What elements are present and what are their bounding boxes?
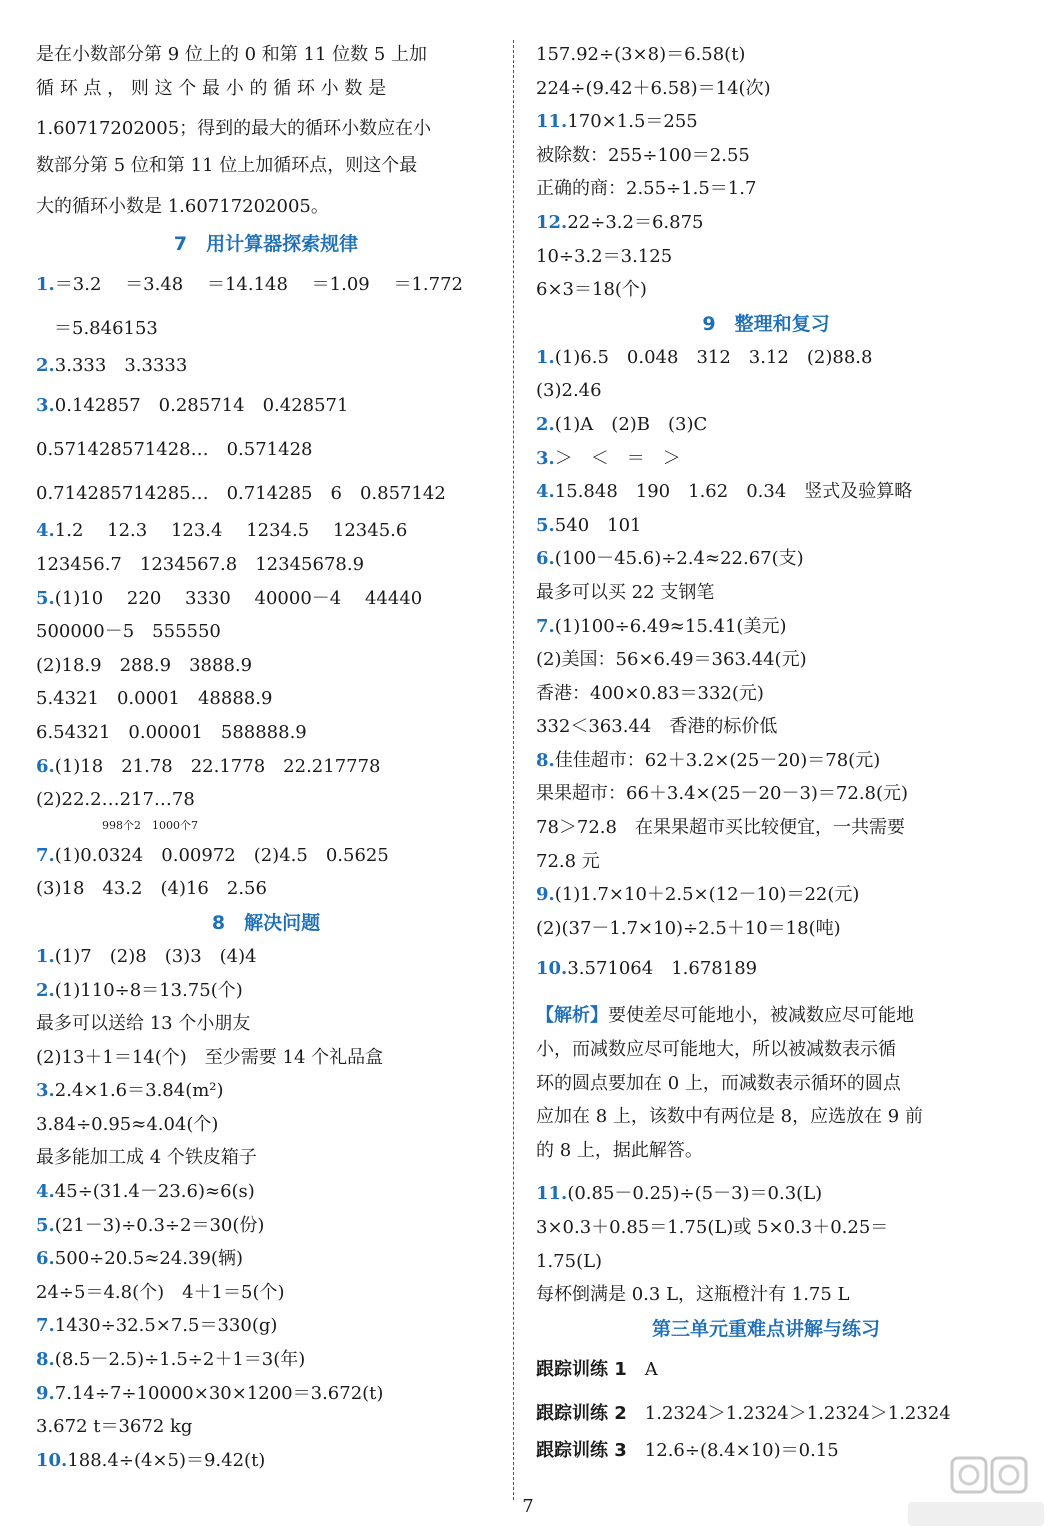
answer-item [36, 582, 496, 616]
item-number: 3. [36, 395, 55, 417]
line-text: 12.6÷(8.4×10)＝0.15 [644, 1439, 839, 1461]
line-text: 环的圆点要加在 0 上，而减数表示循环的圆点 [536, 1072, 901, 1094]
line-text: 188.4÷(4×5)＝9.42(t) [67, 1449, 266, 1471]
answer-item [536, 1346, 996, 1390]
answer-item [36, 940, 496, 974]
answer-line [36, 149, 496, 183]
answer-item [536, 999, 996, 1033]
answer-item [536, 1390, 996, 1434]
item-number: 5. [36, 587, 55, 609]
spacer [536, 1167, 996, 1177]
line-text: ＝5.846153 [36, 317, 158, 339]
line-text: 1430÷32.5×7.5＝330(g) [54, 1315, 278, 1337]
line-text: 应加在 8 上，该数中有两位是 8，应选放在 9 前 [536, 1106, 923, 1128]
item-number: 7. [36, 844, 55, 866]
item-number: 2. [36, 354, 55, 376]
item-number: 4. [536, 481, 555, 503]
item-number: 1. [36, 273, 55, 295]
answer-line [536, 72, 996, 106]
line-text: 45÷(31.4－23.6)≈6(s) [54, 1181, 255, 1203]
section-heading: 7 用计算器探索规律 [173, 232, 359, 255]
answer-line [536, 710, 996, 744]
answer-item [36, 974, 496, 1008]
answer-line [36, 1410, 496, 1444]
line-text: 123456.7 1234567.8 12345678.9 [36, 553, 365, 575]
item-number: 12. [536, 211, 568, 233]
line-text: 0.142857 0.285714 0.428571 [54, 395, 349, 417]
track-label: 跟踪训练 3 [536, 1439, 627, 1461]
answer-item [36, 1074, 496, 1108]
line-text: 5.4321 0.0001 48888.9 [36, 688, 273, 710]
right-column [536, 38, 996, 1467]
line-text: 500÷20.5≈24.39(辆) [54, 1248, 243, 1270]
line-text: (1)110÷8＝13.75(个) [54, 979, 243, 1001]
line-text: (8.5－2.5)÷1.5÷2＋1＝3(年) [54, 1349, 306, 1371]
item-number: 6. [36, 755, 55, 777]
answer-item [36, 349, 496, 383]
line-text: (21－3)÷0.3÷2＝30(份) [54, 1214, 265, 1236]
item-number: 8. [36, 1349, 55, 1371]
line-text: (1)10 220 3330 40000－4 44440 [54, 587, 423, 609]
answer-item [536, 945, 996, 989]
answer-line [536, 273, 996, 307]
answer-line [36, 1108, 496, 1142]
answer-item [536, 744, 996, 778]
answer-line [36, 183, 496, 227]
line-text: 是在小数部分第 9 位上的 0 和第 11 位数 5 上加 [36, 44, 428, 65]
line-text: 2.4×1.6＝3.84(m²) [54, 1080, 224, 1102]
left-column [36, 38, 496, 1477]
answer-item [536, 341, 996, 375]
answer-line [536, 1245, 996, 1279]
item-number: 5. [36, 1214, 55, 1236]
line-text: A [644, 1358, 658, 1380]
item-number: 3. [536, 447, 555, 469]
answer-line [536, 1134, 996, 1168]
answer-item [36, 1242, 496, 1276]
line-text: 佳佳超市：62＋3.2×(25－20)＝78(元) [554, 749, 881, 771]
answer-item [36, 1209, 496, 1243]
item-number: 7. [36, 1315, 55, 1337]
analysis-tag: 【解析】 [536, 1005, 608, 1027]
item-number: 2. [536, 413, 555, 435]
line-text: 10÷3.2＝3.125 [536, 245, 673, 267]
answer-line [536, 1278, 996, 1312]
item-number: 3. [36, 1080, 55, 1102]
line-text: (0.85－0.25)÷(5－3)＝0.3(L) [567, 1183, 823, 1205]
answer-line [536, 38, 996, 72]
answer-line [536, 777, 996, 811]
line-text: 7.14÷7÷10000×30×1200＝3.672(t) [54, 1382, 384, 1404]
answer-line [36, 38, 496, 72]
line-text: 24÷5＝4.8(个) 4＋1＝5(个) [36, 1281, 285, 1303]
item-number: 6. [536, 548, 555, 570]
answer-line [536, 1033, 996, 1067]
item-number: 5. [536, 514, 555, 536]
answer-item [536, 442, 996, 476]
answer-item [36, 382, 496, 426]
answer-item [536, 105, 996, 139]
answer-line [36, 426, 496, 470]
line-text: (2)(37－1.7×10)÷2.5＋10＝18(吨) [536, 917, 841, 939]
answer-line [36, 548, 496, 582]
line-text: (1)100÷6.49≈15.41(美元) [554, 615, 787, 637]
line-text: 正确的商：2.55÷1.5＝1.7 [536, 178, 757, 200]
line-text: 要使差尽可能地小，被减数应尽可能地 [608, 1005, 914, 1027]
line-text: (1)0.0324 0.00972 (2)4.5 0.5625 [54, 844, 389, 866]
answer-line [536, 811, 996, 845]
line-text: 小，而减数应尽可能地大，所以被减数表示循 [536, 1039, 896, 1061]
answer-line [536, 1100, 996, 1134]
subscript-note: 998个2 1000个7 [102, 818, 198, 832]
line-text: 3.672 t＝3672 kg [36, 1416, 193, 1438]
line-text: 1.75(L) [536, 1250, 603, 1272]
page-number: 7 [522, 1496, 534, 1517]
answer-line [536, 677, 996, 711]
line-text: 3.333 3.3333 [54, 354, 188, 376]
answer-line [536, 374, 996, 408]
line-text: 22÷3.2＝6.875 [567, 211, 704, 233]
answer-line [536, 139, 996, 173]
answer-item [36, 514, 496, 548]
answer-item [36, 1444, 496, 1478]
answer-item [536, 206, 996, 240]
line-text: 6×3＝18(个) [536, 279, 647, 301]
line-text: 15.848 190 1.62 0.34 竖式及验算略 [554, 481, 913, 503]
line-text: 72.8 元 [536, 850, 600, 872]
answer-item [536, 408, 996, 442]
answer-line [36, 615, 496, 649]
answer-line [536, 576, 996, 610]
line-text: 数部分第 5 位和第 11 位上加循环点，则这个最 [36, 155, 418, 177]
line-text: (1)6.5 0.048 312 3.12 (2)88.8 [554, 346, 873, 368]
line-text: (2)13＋1＝14(个) 至少需要 14 个礼品盒 [36, 1046, 384, 1068]
answer-item [36, 1343, 496, 1377]
section-heading: 9 整理和复习 [702, 312, 830, 335]
track-label: 跟踪训练 2 [536, 1402, 627, 1424]
answer-line [36, 682, 496, 716]
answer-line [536, 172, 996, 206]
line-text: 0.571428571428… 0.571428 [36, 439, 313, 461]
line-text: ＝3.2 ＝3.48 ＝14.148 ＝1.09 ＝1.772 [54, 273, 463, 295]
line-text: 170×1.5＝255 [567, 111, 698, 133]
item-number: 10. [536, 958, 568, 980]
answer-line [536, 240, 996, 274]
answer-item [536, 878, 996, 912]
line-text: 0.714285714285… 0.714285 6 0.857142 [36, 483, 446, 505]
answer-line [536, 1211, 996, 1245]
answer-line [536, 845, 996, 879]
answer-item [36, 839, 496, 873]
answer-item [36, 1377, 496, 1411]
answer-line [36, 1276, 496, 1310]
item-number: 9. [36, 1382, 55, 1404]
section-heading: 第三单元重难点讲解与练习 [651, 1317, 880, 1340]
answer-line [36, 72, 496, 106]
item-number: 4. [36, 520, 55, 542]
line-text: 224÷(9.42＋6.58)＝14(次) [536, 77, 771, 99]
line-text: 500000－5 555550 [36, 621, 221, 643]
answer-item [36, 261, 496, 305]
answer-item [36, 1175, 496, 1209]
line-text: 1.2 12.3 123.4 1234.5 12345.6 [54, 520, 408, 542]
answer-line [536, 1067, 996, 1101]
item-number: 8. [536, 749, 555, 771]
line-text: (1)1.7×10＋2.5×(12－10)＝22(元) [554, 884, 860, 906]
item-number: 9. [536, 884, 555, 906]
answer-line [36, 783, 496, 817]
line-text: 循 环 点 ， 则 这 个 最 小 的 循 环 小 数 是 [36, 77, 387, 99]
line-text: 6.54321 0.00001 588888.9 [36, 721, 307, 743]
line-text: (2)18.9 288.9 3888.9 [36, 654, 253, 676]
line-text: 最多可以买 22 支钢笔 [536, 581, 715, 603]
answer-line [36, 305, 496, 349]
line-text: 的 8 上，据此解答。 [536, 1139, 703, 1161]
answer-line [36, 470, 496, 514]
item-number: 1. [36, 945, 55, 967]
line-text: (3)2.46 [536, 380, 602, 402]
item-number: 1. [536, 346, 555, 368]
answer-line [36, 649, 496, 683]
line-text: 3.571064 1.678189 [567, 958, 758, 980]
item-number: 7. [536, 615, 555, 637]
line-text: 最多可以送给 13 个小朋友 [36, 1013, 251, 1035]
line-text: 78＞72.8 在果果超市买比较便宜，一共需要 [536, 817, 905, 839]
answer-line [36, 1141, 496, 1175]
line-text: 3×0.3＋0.85＝1.75(L)或 5×0.3＋0.25＝ [536, 1217, 889, 1238]
line-text: 每杯倒满是 0.3 L，这瓶橙汁有 1.75 L [536, 1284, 850, 1306]
line-text: 被除数：255÷100＝2.55 [536, 144, 750, 166]
answer-item [536, 542, 996, 576]
line-text: (3)18 43.2 (4)16 2.56 [36, 878, 267, 900]
line-text: 香港：400×0.83＝332(元) [536, 682, 764, 704]
line-text: 1.60717202005；得到的最大的循环小数应在小 [36, 118, 432, 140]
line-text: 果果超市：66＋3.4×(25－20－3)＝72.8(元) [536, 783, 909, 805]
column-divider [513, 40, 514, 1500]
answer-line [36, 1041, 496, 1075]
line-text: 540 101 [554, 514, 642, 536]
answer-line [36, 1007, 496, 1041]
watermark-logo [900, 1452, 1050, 1532]
answer-line [536, 643, 996, 677]
section-heading: 8 解决问题 [211, 911, 321, 934]
line-text: (2)美国：56×6.49＝363.44(元) [536, 649, 807, 671]
item-number: 2. [36, 979, 55, 1001]
line-text: (1)A (2)B (3)C [554, 413, 708, 435]
answer-line [536, 912, 996, 946]
line-text: (100－45.6)÷2.4≈22.67(支) [554, 548, 804, 570]
line-text: 1.2324＞1.2324＞1.2324＞1.2324 [644, 1402, 951, 1424]
item-number: 6. [36, 1248, 55, 1270]
line-text: (2)22.2…217…78 [36, 789, 195, 811]
line-text: (1)7 (2)8 (3)3 (4)4 [54, 945, 257, 967]
answer-item [536, 610, 996, 644]
line-text: 332＜363.44 香港的标价低 [536, 716, 778, 738]
answer-item [36, 750, 496, 784]
line-text: 3.84÷0.95≈4.04(个) [36, 1113, 219, 1135]
item-number: 10. [36, 1449, 68, 1471]
item-number: 4. [36, 1181, 55, 1203]
answer-item [536, 509, 996, 543]
answer-line [36, 105, 496, 149]
answer-item [36, 1309, 496, 1343]
answer-line [36, 716, 496, 750]
answer-line [36, 872, 496, 906]
line-text: 大的循环小数是 1.60717202005。 [36, 195, 329, 217]
line-text: ＞ ＜ ＝ ＞ [554, 447, 681, 469]
line-text: (1)18 21.78 22.1778 22.217778 [54, 755, 381, 777]
item-number: 11. [536, 111, 568, 133]
track-label: 跟踪训练 1 [536, 1358, 627, 1380]
answer-item [536, 1177, 996, 1211]
answer-item [536, 475, 996, 509]
spacer [536, 989, 996, 999]
line-text: 157.92÷(3×8)＝6.58(t) [536, 44, 746, 65]
line-text: 最多能加工成 4 个铁皮箱子 [36, 1147, 257, 1169]
item-number: 11. [536, 1183, 568, 1205]
